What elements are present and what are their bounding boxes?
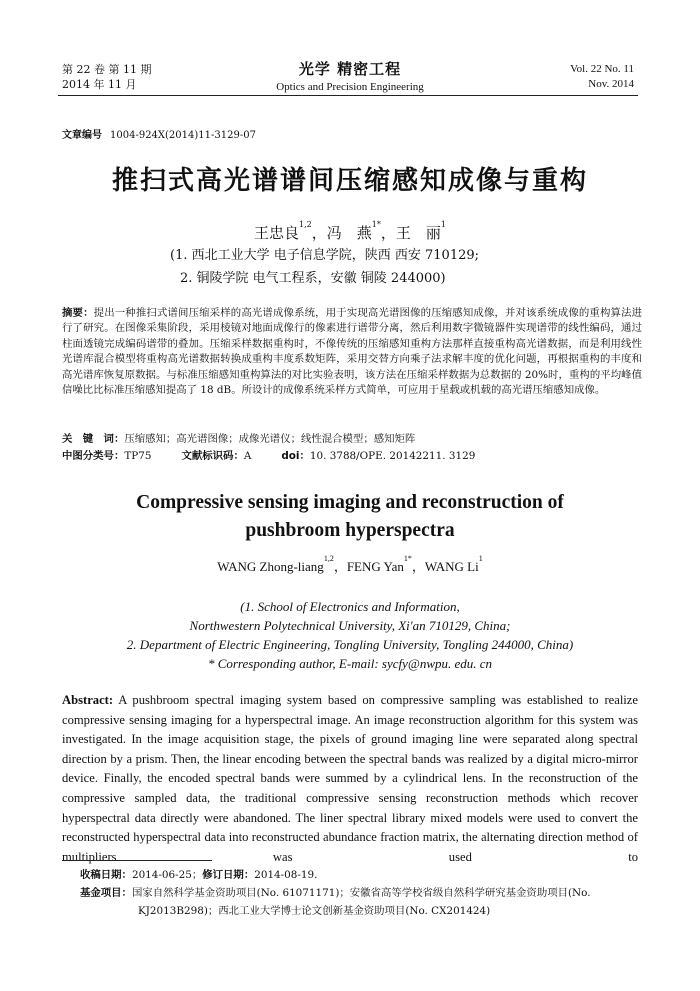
abstract-en xyxy=(62,691,638,867)
title-en-line-1: Compressive sensing imaging and reconstruction of xyxy=(136,492,564,513)
journal-name-en: Optics and Precision Engineering xyxy=(276,81,424,93)
revised-label: 修订日期： xyxy=(202,869,255,881)
author-3-cn-sup: 1 xyxy=(440,220,446,229)
funding-line xyxy=(80,884,640,902)
affiliation-1-en-cont: Northwestern Polytechnical University, Xi'an 710129, China; xyxy=(189,618,511,633)
author-1-en-sup: 1,2 xyxy=(323,554,334,563)
revised-date: 2014-08-19. xyxy=(254,869,318,881)
affiliation-1-cn: (1. 西北工业大学 电子信息学院，陕西 西安 710129; xyxy=(170,248,480,263)
author-2-cn-sup: 1* xyxy=(371,220,381,229)
author-3-en-sup: 1 xyxy=(478,554,483,563)
author-2-en: ，FENG Yan xyxy=(333,559,404,574)
author-1-cn: 王忠良 xyxy=(254,224,300,242)
abstract-cn-text: 提出一种推扫式谱间压缩采样的高光谱成像系统，用于实现高光谱图像的压缩感知成像，并对该系统成像的重构算法进行了研究。在图像采集阶段，采用棱镜对地面成像行的像素进行谱带分离，然后利用数字微镜器件实现谱带的线性编码，通过柱面透镜完成编码谱带的叠加。压缩采样数据重构时，不像传统的压缩感知重构方法那样直接重构高光谱数据，而是利用线性光谱库混合模型将重构高光谱数据转换成重构丰度系数矩阵，采用交替方向乘子法求解丰度的优化问题，再根据重构的丰度和高光谱库恢复原数据。与标准压缩感知重构算法的对比实验表明，该方法在压缩采样数据为总数据的 20%时，重构的平均峰值信噪比比标准压缩感知提高了 18 dB。所设计的成像系统采样方式简单，可应用于星载或机载的高光谱压缩感知成像。 xyxy=(62,307,643,397)
abstract-cn-label: 摘要： xyxy=(62,307,94,319)
authors-cn xyxy=(0,222,700,243)
affiliation-2-en: 2. Department of Electric Engineering, Tongling University, Tongling 244000, China) xyxy=(126,637,574,652)
author-3-cn: ，王 丽 xyxy=(380,224,441,242)
title-en xyxy=(0,489,700,545)
affiliations-en xyxy=(0,597,700,673)
keywords-cn xyxy=(62,430,415,445)
author-2-en-sup: 1* xyxy=(403,554,412,563)
volume-issue: 第 22 卷 第 11 期 xyxy=(62,63,152,76)
title-cn: 推扫式高光谱谱间压缩感知成像与重构 xyxy=(111,166,588,196)
doi-label: doi： xyxy=(281,450,310,462)
received-date: 2014-06-25； xyxy=(131,869,203,881)
classification-line xyxy=(62,447,475,462)
clc-label: 中图分类号： xyxy=(62,450,125,462)
keywords-cn-label: 关 键 词： xyxy=(62,433,125,445)
issue-date-en: Nov. 2014 xyxy=(588,78,634,90)
article-number-label: 文章编号 xyxy=(62,130,102,141)
doc-code-label: 文献标识码： xyxy=(181,450,244,462)
affiliation-2-cn: 2. 铜陵学院 电气工程系，安徽 铜陵 244000) xyxy=(180,271,446,286)
author-2-cn: ，冯 燕 xyxy=(311,224,372,242)
author-3-en: ，WANG Li xyxy=(411,559,479,574)
funding-text-1: 国家自然科学基金资助项目(No. 61071171)；安徽省高等学校省级自然科学研究基金资助项目(No. xyxy=(131,887,591,899)
volume-issue-en: Vol. 22 No. 11 xyxy=(570,63,634,75)
clc-value: TP75 xyxy=(124,450,152,462)
funding-text-2: KJ2013B298)；西北工业大学博士论文创新基金资助项目(No. CX201424) xyxy=(138,905,491,917)
journal-name-cn: 光学 精密工程 xyxy=(298,60,402,78)
authors-en xyxy=(0,556,700,575)
received-label: 收稿日期： xyxy=(80,869,132,881)
dates-line xyxy=(80,866,640,884)
title-en-line-2: pushbroom hyperspectra xyxy=(245,520,455,541)
journal-issue-info-en xyxy=(570,62,634,92)
abstract-en-label: Abstract: xyxy=(62,693,114,707)
footnote xyxy=(80,866,640,920)
abstract-en-text: A pushbroom spectral imaging system based on compressive sampling was established to realize compressive sensing imaging for a hyperspectral image. An image reconstruction algorithm for this system was investigated. In the image acquisition stage, the pixels of ground imaging line were separated along spectral direction by a prism. Then, the linear encoding between the spectral bands was realized by a digital micro-mirror device. Finally, the encoded spectral bands were summed by a cylindrical lens. In the reconstruction of the compressive sampled data, the traditional compressive sensing reconstruction methods which recover hyperspectral data directly were abandoned. The liner spectral library mixed models were used to convert the reconstructed hyperspectral data into reconstructed abundance fraction matrix, the alternating direction method of multipliers was used to xyxy=(62,693,638,864)
author-1-en: WANG Zhong-liang xyxy=(217,559,324,574)
affiliations-cn xyxy=(170,244,479,290)
keywords-cn-text: 压缩感知；高光谱图像；成像光谱仪；线性混合模型；感知矩阵 xyxy=(124,433,416,445)
corresponding-author: * Corresponding author, E-mail: sycfy@nwpu. edu. cn xyxy=(207,656,493,671)
article-number xyxy=(62,126,256,141)
doc-code-value: A xyxy=(243,450,252,462)
author-1-cn-sup: 1,2 xyxy=(299,220,312,229)
footnote-rule xyxy=(62,860,212,861)
issue-date: 2014 年 11 月 xyxy=(62,78,137,91)
abstract-cn xyxy=(62,306,642,398)
affiliation-1-en: (1. School of Electronics and Information, xyxy=(240,599,460,614)
doi-value: 10. 3788/OPE. 20142211. 3129 xyxy=(309,450,476,462)
article-number-value: 1004-924X(2014)11-3129-07 xyxy=(110,130,256,141)
header-rule xyxy=(58,95,638,96)
funding-label: 基金项目： xyxy=(80,887,132,899)
